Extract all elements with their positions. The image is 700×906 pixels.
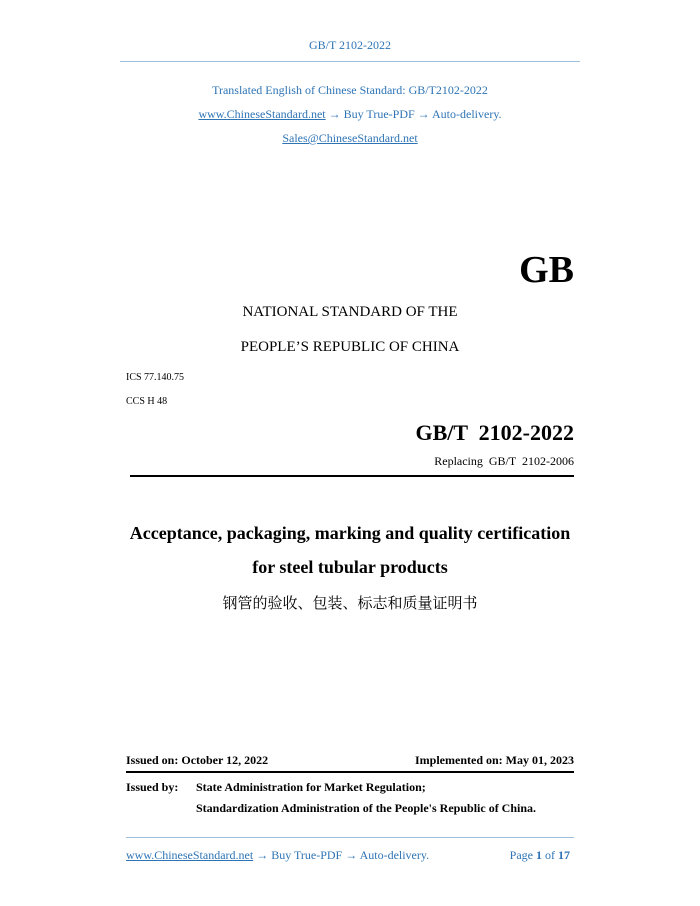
promo-email-link[interactable]: Sales@ChineseStandard.net: [282, 131, 418, 145]
gb-logo-mark: GB: [519, 249, 574, 291]
promo-line1: Translated English of Chinese Standard: GB/T2102-2022: [212, 83, 488, 97]
page-word: Page: [509, 848, 533, 862]
issued-on-date: Issued on: October 12, 2022: [126, 753, 269, 767]
promo-line2: [0, 107, 700, 122]
footer-promo: [126, 848, 429, 863]
issuer-line2: Standardization Administration of the People's Republic of China.: [196, 801, 537, 815]
promo-line2-rest: → Buy True-PDF → Auto-delivery.: [325, 107, 502, 121]
dates-divider: [126, 771, 574, 773]
doc-title-chinese: 钢管的验收、包装、标志和质量证明书: [222, 594, 478, 612]
national-standard-line1: NATIONAL STANDARD OF THE: [242, 304, 458, 320]
issued-by-label: Issued by:: [126, 780, 179, 794]
page-indicator: [510, 848, 570, 863]
issuer-line1: State Administration for Market Regulation;: [196, 780, 426, 794]
promo-email-line: [0, 131, 700, 146]
promo-site-link[interactable]: www.ChineseStandard.net: [198, 107, 326, 121]
header-divider: [120, 61, 580, 62]
page-number: 1: [536, 848, 542, 862]
footer-divider: [126, 837, 574, 838]
ccs-code: CCS H 48: [126, 396, 168, 407]
header-doc-code: GB/T 2102-2022: [308, 38, 392, 52]
footer-promo-rest: → Buy True-PDF → Auto-delivery.: [253, 848, 430, 862]
replacing-note: Replacing GB/T 2102-2006: [434, 454, 574, 468]
page-total: 17: [558, 848, 570, 862]
national-standard-line2: PEOPLE’S REPUBLIC OF CHINA: [240, 339, 460, 355]
doc-title-line2: for steel tubular products: [252, 557, 448, 577]
of-word: of: [545, 848, 555, 862]
standard-number: GB/T 2102-2022: [415, 420, 574, 445]
ics-code: ICS 77.140.75: [126, 372, 185, 383]
doc-title-line1: Acceptance, packaging, marking and quality certification: [129, 523, 571, 543]
implemented-on-date: Implemented on: May 01, 2023: [415, 753, 574, 767]
footer-site-link[interactable]: www.ChineseStandard.net: [126, 848, 254, 862]
title-divider: [130, 475, 574, 477]
